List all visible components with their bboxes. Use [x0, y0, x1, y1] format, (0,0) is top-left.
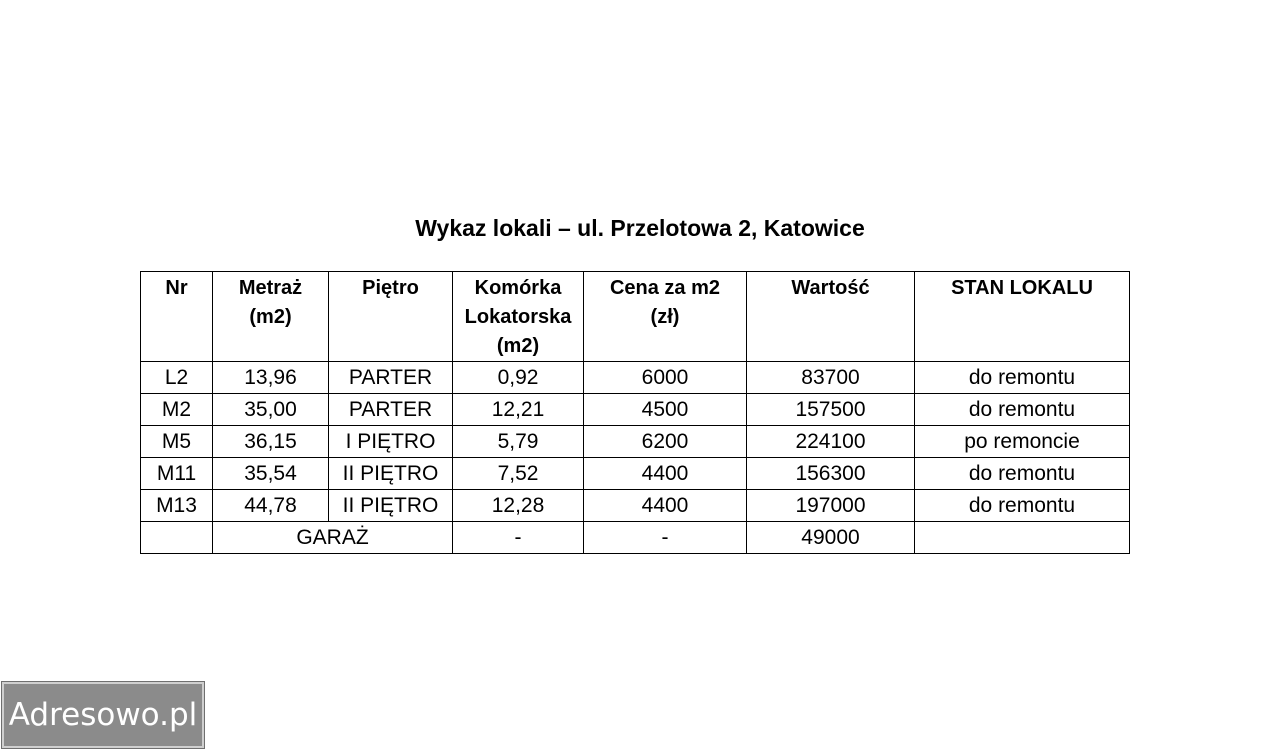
cell-metraz: 13,96	[213, 362, 329, 394]
cell-cena: 6000	[584, 362, 747, 394]
cell-komorka: 12,21	[453, 394, 584, 426]
header-nr: Nr	[141, 272, 213, 362]
header-stan-lokalu: STAN LOKALU	[915, 272, 1130, 362]
cell-pietro: I PIĘTRO	[329, 426, 453, 458]
cell-metraz: 35,00	[213, 394, 329, 426]
cell-cena: 4400	[584, 490, 747, 522]
cell-pietro: PARTER	[329, 394, 453, 426]
cell-stan: do remontu	[915, 458, 1130, 490]
cell-komorka: 0,92	[453, 362, 584, 394]
cell-cena: 6200	[584, 426, 747, 458]
header-komorka: Komórka Lokatorska (m2)	[453, 272, 584, 362]
header-metraz: Metraż (m2)	[213, 272, 329, 362]
cell-nr: M2	[141, 394, 213, 426]
cell-cena: 4500	[584, 394, 747, 426]
header-wartosc: Wartość	[747, 272, 915, 362]
cell-garage-label: GARAŻ	[213, 522, 453, 554]
table-row	[141, 362, 1130, 394]
document-title: Wykaz lokali – ul. Przelotowa 2, Katowice	[415, 215, 865, 241]
cell-komorka: 5,79	[453, 426, 584, 458]
table-row	[141, 426, 1130, 458]
cell-komorka: 7,52	[453, 458, 584, 490]
cell-nr: M13	[141, 490, 213, 522]
header-cena: Cena za m2 (zł)	[584, 272, 747, 362]
cell-wartosc: 49000	[747, 522, 915, 554]
apartment-listing-table	[140, 271, 1130, 554]
cell-metraz: 35,54	[213, 458, 329, 490]
cell-nr-empty	[141, 522, 213, 554]
table-row	[141, 458, 1130, 490]
cell-stan: do remontu	[915, 394, 1130, 426]
cell-stan-empty	[915, 522, 1130, 554]
cell-stan: do remontu	[915, 362, 1130, 394]
cell-wartosc: 224100	[747, 426, 915, 458]
cell-nr: M11	[141, 458, 213, 490]
table-row	[141, 490, 1130, 522]
cell-pietro: PARTER	[329, 362, 453, 394]
cell-wartosc: 156300	[747, 458, 915, 490]
cell-wartosc: 157500	[747, 394, 915, 426]
cell-komorka: -	[453, 522, 584, 554]
cell-cena: -	[584, 522, 747, 554]
cell-pietro: II PIĘTRO	[329, 490, 453, 522]
cell-metraz: 44,78	[213, 490, 329, 522]
cell-nr: L2	[141, 362, 213, 394]
cell-pietro: II PIĘTRO	[329, 458, 453, 490]
cell-stan: po remoncie	[915, 426, 1130, 458]
cell-nr: M5	[141, 426, 213, 458]
cell-stan: do remontu	[915, 490, 1130, 522]
cell-cena: 4400	[584, 458, 747, 490]
table-header-row	[141, 272, 1130, 362]
header-pietro: Piętro	[329, 272, 453, 362]
table-row	[141, 394, 1130, 426]
cell-metraz: 36,15	[213, 426, 329, 458]
cell-wartosc: 83700	[747, 362, 915, 394]
adresowo-watermark: Adresowo.pl	[2, 682, 204, 748]
garage-row	[141, 522, 1130, 554]
cell-komorka: 12,28	[453, 490, 584, 522]
cell-wartosc: 197000	[747, 490, 915, 522]
